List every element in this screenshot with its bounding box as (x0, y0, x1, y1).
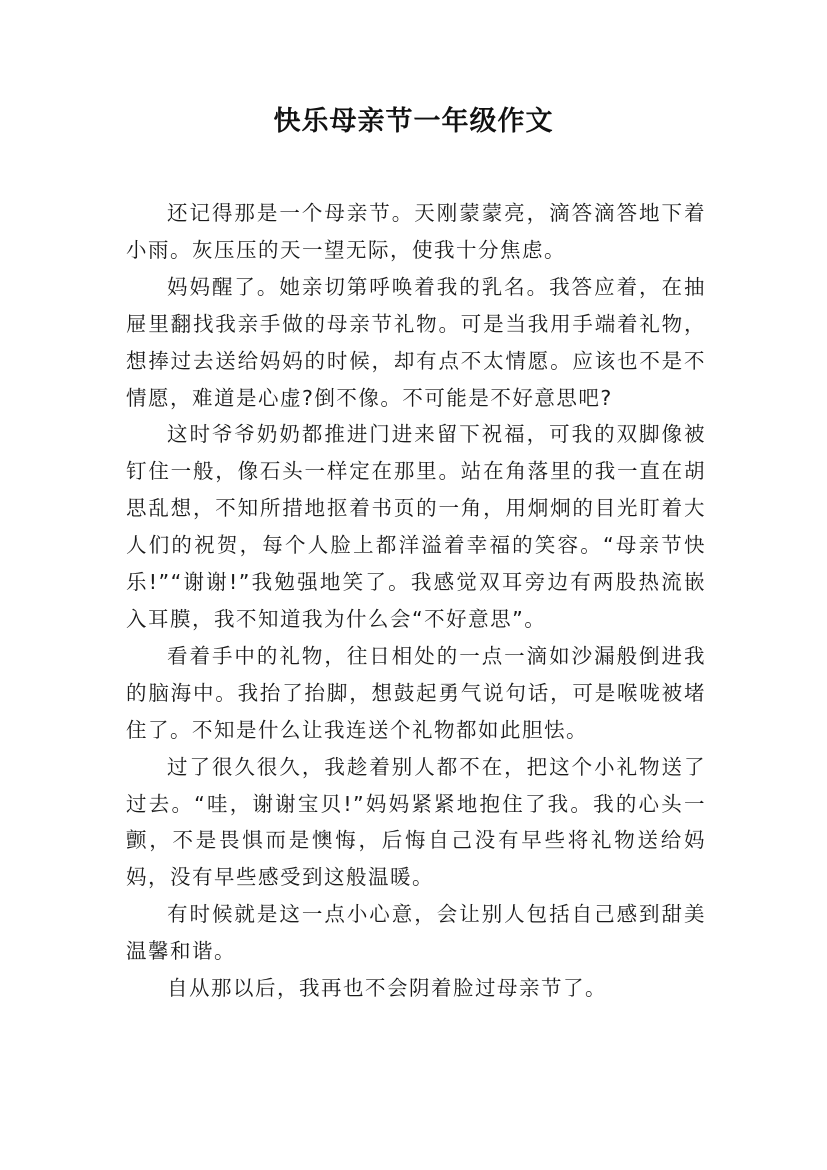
paragraph: 过了很久很久，我趁着别人都不在，把这个小礼物送了过去。“哇，谢谢宝贝!”妈妈紧紧地抱住了我。我的心头一颤，不是畏惧而是懊悔，后悔自己没有早些将礼物送给妈妈，没有早些感受到这般温暖。 (126, 754, 706, 890)
paragraph: 还记得那是一个母亲节。天刚蒙蒙亮，滴答滴答地下着小雨。灰压压的天一望无际，使我十分焦虑。 (126, 201, 706, 262)
document-title: 快乐母亲节一年级作文 (273, 106, 554, 137)
paragraph: 自从那以后，我再也不会阴着脸过母亲节了。 (167, 976, 607, 1001)
document-body (126, 195, 706, 1007)
paragraph: 看着手中的礼物，往日相处的一点一滴如沙漏般倒进我的脑海中。我抬了抬脚，想鼓起勇气说句话，可是喉咙被堵住了。不知是什么让我连送个礼物都如此胆怯。 (126, 643, 706, 742)
paragraph: 妈妈醒了。她亲切第呼唤着我的乳名。我答应着，在抽屉里翻找我亲手做的母亲节礼物。可是当我用手端着礼物，想捧过去送给妈妈的时候，却有点不太情愿。应该也不是不情愿，难道是心虚?倒不像。不可能是不好意思吧? (126, 274, 706, 410)
paragraph: 有时候就是这一点小心意，会让别人包括自己感到甜美温馨和谐。 (126, 902, 706, 964)
paragraph: 这时爷爷奶奶都推进门进来留下祝福，可我的双脚像被钉住一般，像石头一样定在那里。站在角落里的我一直在胡思乱想，不知所措地抠着书页的一角，用炯炯的目光盯着大人们的祝贺，每个人脸上都洋溢着幸福的笑容。“母亲节快乐!”“谢谢!”我勉强地笑了。我感觉双耳旁边有两股热流嵌入耳膜，我不知道我为什么会“不好意思”。 (126, 422, 706, 631)
